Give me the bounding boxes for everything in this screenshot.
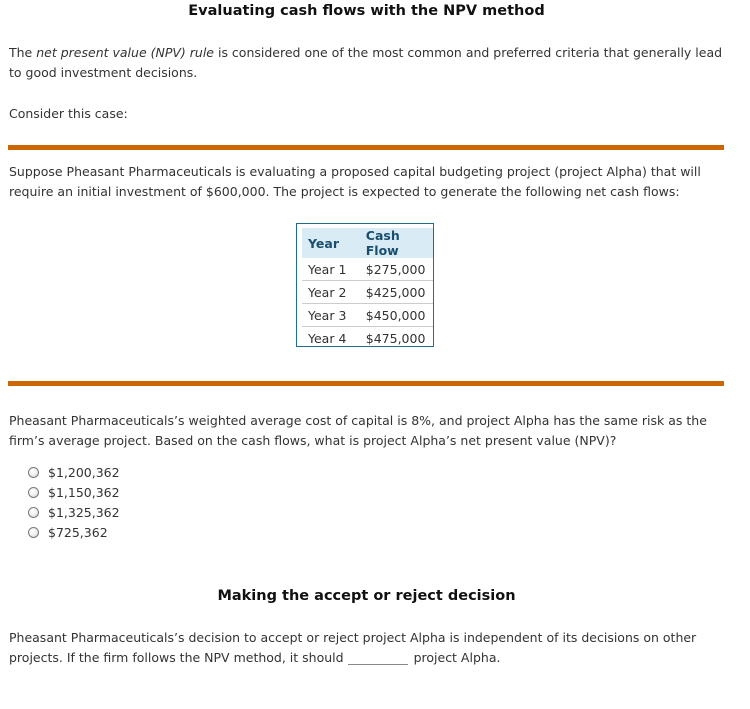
table-row [302,327,433,350]
answer-options [28,462,120,542]
question-paragraph: Pheasant Pharmaceuticals’s weighted average cost of capital is 8%, and project Alpha has the same risk as the firm’s average project. Based on the cash flows, what is project Alpha’s net present value (NPV)? [9,413,707,448]
scenario-paragraph: Suppose Pheasant Pharmaceuticals is evaluating a proposed capital budgeting project (project Alpha) that will require an initial investment of $600,000. The project is expected to generate the following net cash flows: [9,164,701,199]
intro-emphasis: net present value (NPV) rule [36,45,214,60]
page-title: Evaluating cash flows with the NPV method [188,3,545,19]
year-cell: Year 4 [308,330,347,346]
table-row [302,258,433,281]
cash-flow-cell: $275,000 [361,258,433,281]
consider-text: Consider this case: [9,106,128,121]
radio-button[interactable] [28,527,39,538]
cash-flow-cell: $425,000 [361,281,433,304]
answer-option[interactable] [28,522,120,542]
answer-option[interactable] [28,462,120,482]
column-header-year: Year [302,228,361,258]
decision-text-before: Pheasant Pharmaceuticals’s decision to accept or reject project Alpha is independent of its decisions on other projects. If the firm follows the NPV method, it should [9,630,697,665]
cash-flow-table [302,228,433,349]
answer-option-label: $1,150,362 [48,484,120,500]
year-cell: Year 1 [302,258,361,281]
answer-option-label: $1,325,362 [48,504,120,520]
intro-text-after: is considered one of the most common and preferred criteria that generally lead to good investment decisions. [9,45,723,80]
year-cell: Year 3 [302,304,361,327]
intro-text-before: The [9,45,37,60]
column-header-cash-flow: Cash Flow [361,228,433,258]
intro-paragraph [9,43,727,83]
decision-section-title: Making the accept or reject decision [217,588,516,604]
table-row [302,281,433,304]
table-row [302,304,433,327]
answer-option[interactable] [28,502,120,522]
decision-dropdown-blank[interactable] [348,650,408,665]
cash-flow-cell: $450,000 [361,304,433,327]
table-header-row [302,228,433,258]
answer-option-label: $725,362 [48,524,108,540]
year-cell: Year 2 [302,281,361,304]
answer-option-label: $1,200,362 [48,464,120,480]
cash-flow-table-box [296,223,434,347]
radio-button[interactable] [28,507,39,518]
radio-button[interactable] [28,467,39,478]
decision-text-after: project Alpha. [413,650,501,665]
cash-flow-cell: $475,000 [365,330,426,346]
section-divider [8,381,724,386]
section-divider [8,145,724,150]
decision-paragraph [9,628,727,668]
radio-button[interactable] [28,487,39,498]
answer-option[interactable] [28,482,120,502]
